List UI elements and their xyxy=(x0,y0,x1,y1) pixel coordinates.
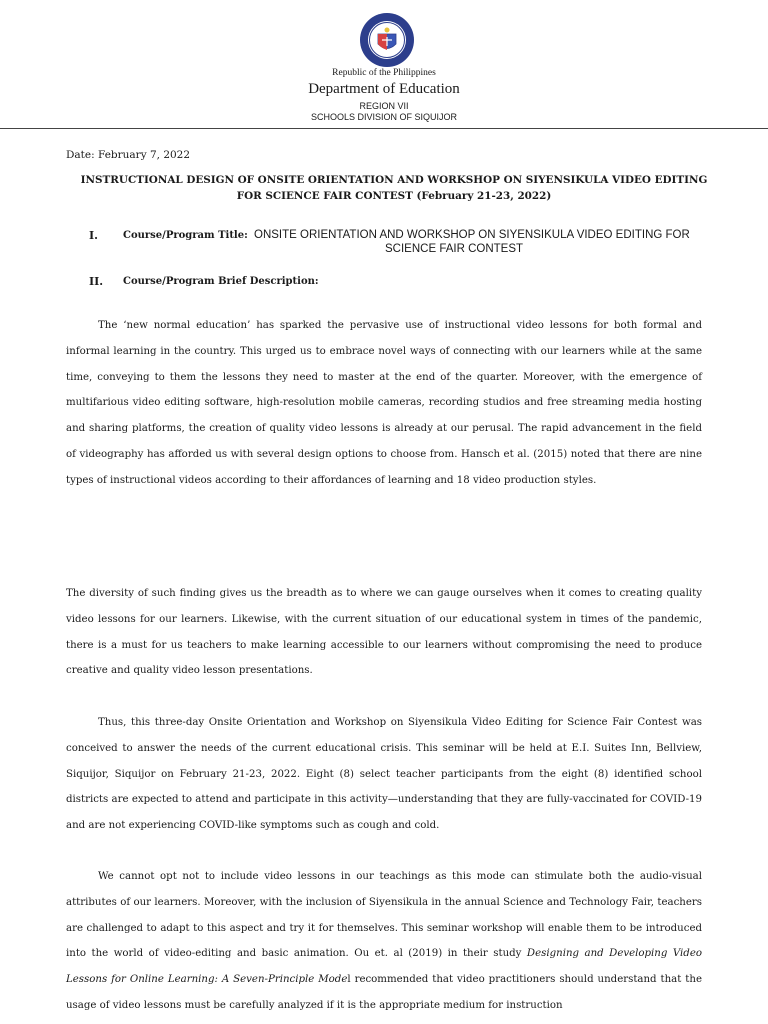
header-division: SCHOOLS DIVISION OF SIQUIJOR xyxy=(310,112,458,122)
section-value: SCIENCE FAIR CONTEST xyxy=(385,243,524,255)
paragraph-text: The ‘new normal education’ has sparked the pervasive use of instructional video lessons for both formal and informal learning in the country. This urged us to embrace novel ways of connecting with our learners while at the same time, conveying to them the lessons they need to master at the end of the quarter. Moreover, with the emergence of multifarious video editing software, high-resolution mobile cameras, recording studios and free streaming media hosting and sharing platforms, the creation of quality video lessons is already at our perusal. The rapid advancement in the field of videography has afforded us with several design options to choose from. Hansch et al. (2015) noted that there are nine types of instructional videos according to their affordances of learning and 18 video production styles. xyxy=(66,320,702,486)
header-divider xyxy=(0,128,768,129)
paragraph-text: The diversity of such finding gives us the breadth as to where we can gauge ourselves when it comes to creating quality video lessons for our learners. Likewise, with the current situation of our educational system in times of the pandemic, there is a must for us teachers to make learning accessible to our learners without compromising the need to produce creative and quality video lesson presentations. xyxy=(66,588,702,677)
header-region: REGION VII xyxy=(359,101,409,111)
section-label: Course/Program Brief Description: xyxy=(123,276,319,287)
paragraph-text: l recommended that video practitioners should understand that the usage of video lessons must be carefully analyzed if it is the appropriate medium for instruction xyxy=(66,974,702,1011)
section-label: Course/Program Title: xyxy=(123,230,248,241)
document-title-line: FOR SCIENCE FAIR CONTEST (February 21-23, 2022) xyxy=(236,190,552,202)
document-date: Date: February 7, 2022 xyxy=(66,149,191,161)
body-paragraph xyxy=(66,581,702,684)
study-title: Designing and Developing Video Lessons for Online Learning: A Seven-Principle Mode xyxy=(66,948,702,986)
body-paragraph xyxy=(66,864,702,1019)
deped-seal-icon xyxy=(359,12,415,68)
paragraph-text: Thus, this three-day Onsite Orientation and Workshop on Siyensikula Video Editing for Science Fair Contest was conceived to answer the needs of the current educational crisis. This seminar will be held at E.I. Suites Inn, Bellview, Siquijor, Siquijor on February 21-23, 2022. Eight (8) select teacher participants from the eight (8) identified school districts are expected to attend and participate in this activity—understanding that they are fully-vaccinated for COVID-19 and are not experiencing COVID-like symptoms such as cough and cold. xyxy=(66,717,702,832)
section-value: ONSITE ORIENTATION AND WORKSHOP ON SIYENSIKULA VIDEO EDITING FOR xyxy=(254,229,690,241)
section-number: I. xyxy=(89,229,98,242)
body-paragraph xyxy=(66,313,702,494)
header-department: Department of Education xyxy=(308,81,460,97)
body-paragraph xyxy=(66,710,702,839)
section-number: II. xyxy=(89,275,104,288)
header-republic: Republic of the Philippines xyxy=(332,68,436,78)
paragraph-text: We cannot opt not to include video lessons in our teachings as this mode can stimulate both the audio-visual attributes of our learners. Moreover, with the inclusion of Siyensikula in the annual Science and Technology Fair, teachers are challenged to adapt to this aspect and try it for themselves. This seminar workshop will enable them to be introduced into the world of video-editing and basic animation. Ou et. al (2019) in their study xyxy=(66,871,702,960)
document-title xyxy=(66,172,722,204)
document-title-line: INSTRUCTIONAL DESIGN OF ONSITE ORIENTATION AND WORKSHOP ON SIYENSIKULA VIDEO EDITING xyxy=(80,174,708,186)
